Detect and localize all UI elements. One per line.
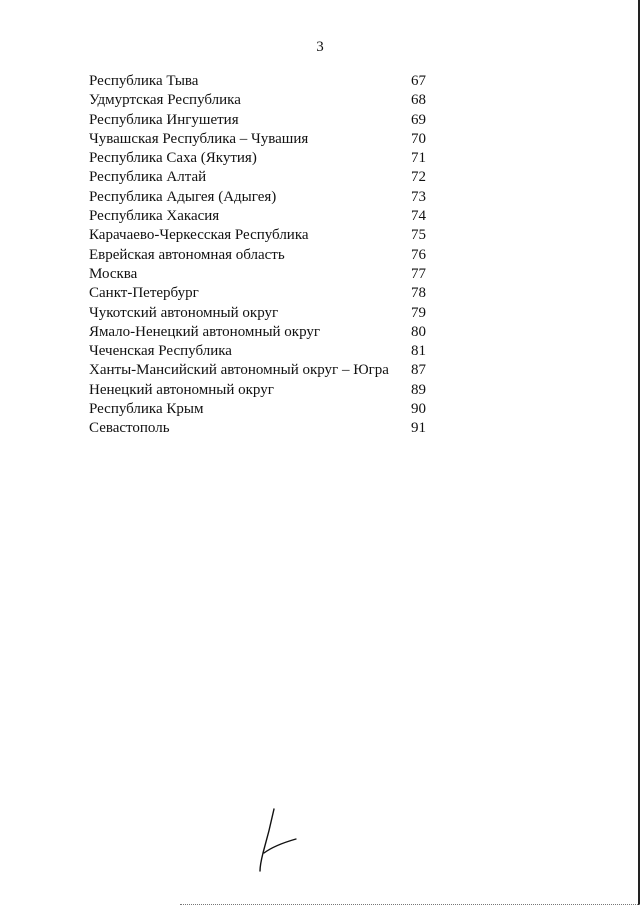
toc-entry [89,342,429,361]
toc-entry-title: Чеченская Республика [89,343,232,360]
toc-entry-page: 89 [411,381,426,398]
toc-entry-page: 76 [411,246,426,263]
toc-entry-page: 90 [411,401,426,418]
toc-entry-title: Ненецкий автономный округ [89,381,274,398]
toc-entry [89,188,429,207]
toc-entry-page: 77 [411,265,426,282]
toc-entry [89,419,429,438]
toc-entry-title: Чувашская Республика – Чувашия [89,130,309,147]
toc-entry-page: 80 [411,323,426,340]
toc-entry-title: Москва [89,265,138,282]
toc-entry-title: Республика Адыгея (Адыгея) [89,188,277,205]
toc-entry-page: 74 [411,208,426,225]
toc-entry [89,381,429,400]
toc-entry-page: 72 [411,169,426,186]
toc-entry [89,284,429,303]
toc-entry [89,168,429,187]
toc-entry-title: Карачаево-Черкесская Республика [89,227,309,244]
toc-entry-page: 78 [411,285,426,302]
toc-entry-title: Ямало-Ненецкий автономный округ [89,323,321,340]
toc-entry-title: Ханты-Мансийский автономный округ – Югра [89,362,389,379]
toc-entry [89,361,429,380]
toc-entry [89,246,429,265]
toc-entry-page: 91 [411,420,426,437]
toc-entry-title: Республика Крым [89,401,204,418]
toc-entry-title: Республика Саха (Якутия) [89,150,257,167]
toc-entry-page: 73 [411,188,426,205]
toc-entry-title: Республика Хакасия [89,208,220,225]
toc-entry-title: Севастополь [89,420,170,437]
toc-entry-page: 71 [411,150,426,167]
toc-entry-page: 87 [411,362,426,379]
toc-entry-title: Чукотский автономный округ [89,304,279,321]
toc-entry-title: Санкт-Петербург [89,285,199,302]
table-of-contents [89,72,429,439]
toc-entry [89,72,429,91]
toc-entry-title: Еврейская автономная область [89,246,285,263]
toc-entry-page: 75 [411,227,426,244]
toc-entry-page: 69 [411,111,426,128]
toc-entry-page: 70 [411,130,426,147]
toc-entry [89,323,429,342]
toc-entry-page: 67 [411,73,426,89]
toc-entry-title: Удмуртская Республика [89,92,241,109]
toc-entry [89,149,429,168]
toc-entry [89,226,429,245]
toc-entry-page: 79 [411,304,426,321]
toc-entry [89,265,429,284]
toc-entry-page: 68 [411,92,426,109]
toc-entry-title: Республика Ингушетия [89,111,239,128]
toc-entry-page: 81 [411,343,426,360]
toc-entry [89,304,429,323]
page-number: 3 [316,39,324,55]
toc-entry-title: Республика Тыва [89,73,199,89]
toc-entry [89,91,429,110]
toc-entry [89,111,429,130]
toc-entry-title: Республика Алтай [89,169,207,186]
toc-entry [89,130,429,149]
toc-entry [89,400,429,419]
signature-mark [252,805,302,875]
toc-entry [89,207,429,226]
